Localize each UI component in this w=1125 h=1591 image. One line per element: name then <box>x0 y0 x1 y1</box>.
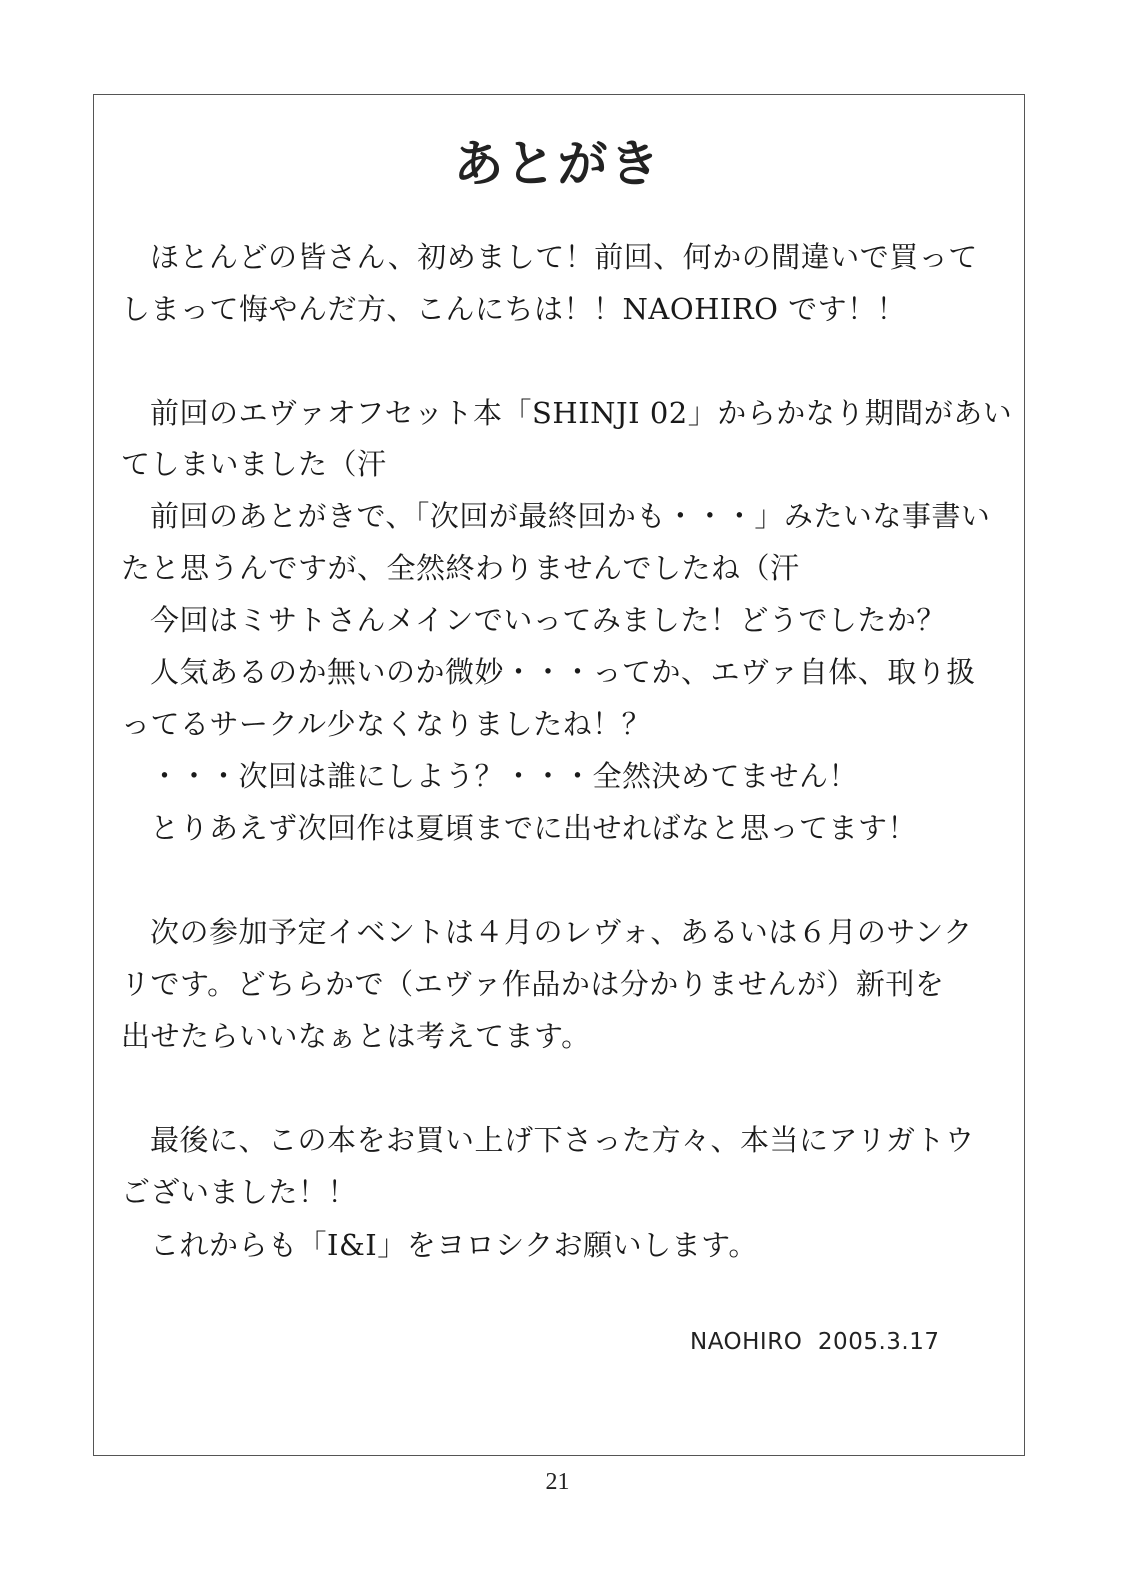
text-line: ってるサークル少なくなりましたね！？ <box>121 707 652 741</box>
text-line: 次の参加予定イベントは４月のレヴォ、あるいは６月のサンク <box>150 915 973 949</box>
text-line: ・・・次回は誰にしよう？・・・全然決めてません！ <box>150 759 859 793</box>
text-line: 前回のエヴァオフセット本「SHINJI 02」からかなり期間があい <box>150 396 1013 430</box>
author-signature: NAOHIRO 2005.3.17 <box>690 1329 940 1355</box>
text-line: 出せたらいいなぁとは考えてます。 <box>121 1019 591 1053</box>
text-line: しまって悔やんだ方、こんにちは！！NAOHIRO です！！ <box>121 292 907 326</box>
text-line: とりあえず次回作は夏頃までに出せればなと思ってます！ <box>150 811 918 845</box>
page-number: 21 <box>545 1469 570 1495</box>
afterword-title: あとがき <box>453 135 662 193</box>
text-line: 今回はミサトさんメインでいってみました！どうでしたか？ <box>150 603 946 637</box>
text-line: てしまいました（汗 <box>121 447 387 481</box>
text-line: ほとんどの皆さん、初めまして！前回、何かの間違いで買って <box>150 240 978 274</box>
text-line: たと思うんですが、全然終わりませんでしたね（汗 <box>121 551 800 585</box>
text-line: リです。どちらかで（エヴァ作品かは分かりませんが）新刊を <box>121 967 945 1001</box>
text-line: これからも「I&I」をヨロシクお願いします。 <box>150 1228 758 1262</box>
text-line: 最後に、この本をお買い上げ下さった方々、本当にアリガトウ <box>150 1123 975 1157</box>
text-line: 前回のあとがきで、「次回が最終回かも・・・」みたいな事書い <box>150 499 991 533</box>
text-line: 人気あるのか無いのか微妙・・・ってか、エヴァ自体、取り扱 <box>150 655 976 689</box>
text-line: ございました！！ <box>121 1175 358 1209</box>
